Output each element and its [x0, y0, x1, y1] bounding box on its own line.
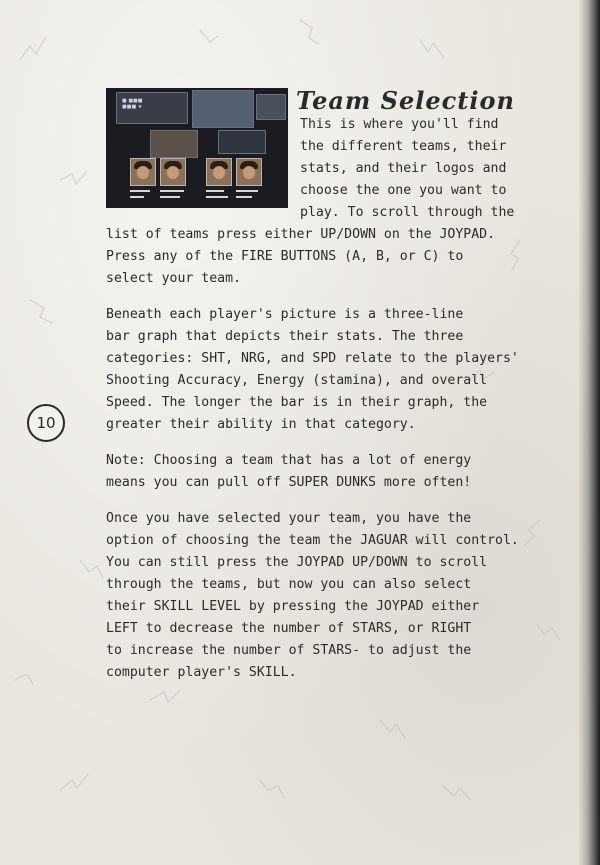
paragraph-line: bar graph that depicts their stats. The three [106, 329, 464, 344]
intro-line: the different teams, their [300, 139, 507, 154]
intro-line: choose the one you want to [300, 183, 507, 198]
intro-line: stats, and their logos and [300, 161, 507, 176]
intro-line: This is where you'll find [300, 117, 499, 132]
team-selection-screenshot: ■ ■■■ ■■■ ★ [106, 88, 288, 208]
paragraph-line: Shooting Accuracy, Energy (stamina), and overall [106, 373, 488, 388]
page-number: 10 [27, 404, 65, 442]
note-line: means you can pull off SUPER DUNKS more often! [106, 475, 472, 490]
intro-line: play. To scroll through the [300, 205, 515, 220]
intro-line: select your team. [106, 271, 241, 286]
paragraph-line: LEFT to decrease the number of STARS, or RIGHT [106, 621, 472, 636]
intro-line: list of teams press either UP/DOWN on the JOYPAD. [106, 227, 496, 242]
paragraph-line: through the teams, but now you can also select [106, 577, 472, 592]
paragraph-line: option of choosing the team the JAGUAR will control. [106, 533, 519, 548]
section-title: Team Selection [296, 86, 515, 115]
paragraph-line: their SKILL LEVEL by pressing the JOYPAD either [106, 599, 480, 614]
intro-line: Press any of the FIRE BUTTONS (A, B, or C) to [106, 249, 464, 264]
paragraph-line: categories: SHT, NRG, and SPD relate to the players' [106, 351, 519, 366]
paragraph-line: You can still press the JOYPAD UP/DOWN to scroll [106, 555, 488, 570]
paragraph-line: Beneath each player's picture is a three-line [106, 307, 464, 322]
paragraph-line: greater their ability in that category. [106, 417, 416, 432]
paragraph-line: Speed. The longer the bar is in their graph, the [106, 395, 488, 410]
paragraph-line: Once you have selected your team, you have the [106, 511, 472, 526]
note-line: Note: Choosing a team that has a lot of energy [106, 453, 472, 468]
binding-shadow [578, 0, 600, 865]
paragraph-line: to increase the number of STARS- to adjust the [106, 643, 472, 658]
paragraph-line: computer player's SKILL. [106, 665, 297, 680]
